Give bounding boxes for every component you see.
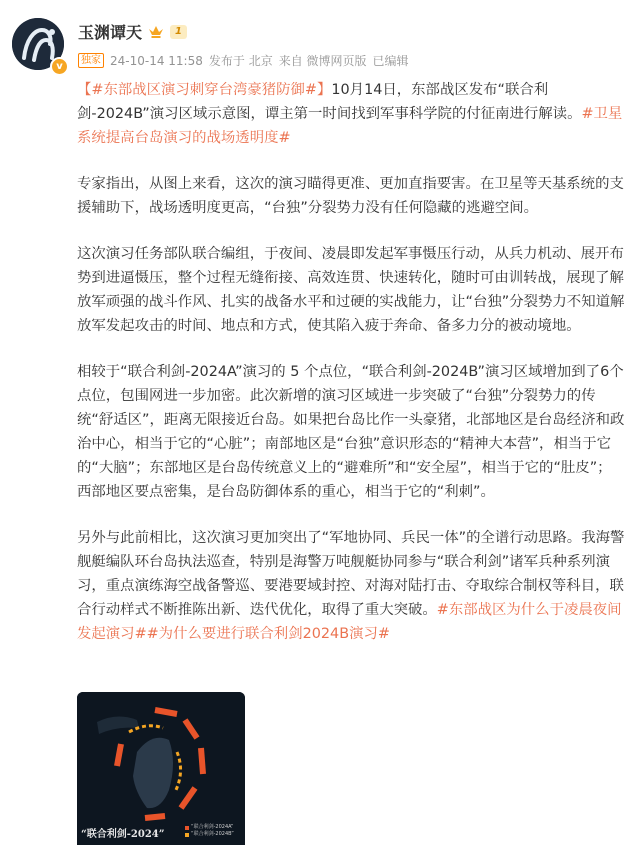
topic-link[interactable]: 【#东部战区演习刺穿台湾豪猪防御#】 — [77, 82, 332, 98]
legend-swatch — [185, 833, 189, 837]
crown-icon[interactable] — [148, 25, 164, 39]
paragraph-3: 这次演习任务部队联合编组，于夜间、凌晨即发起军事慑压行动，从兵力机动、展开布势到进逼慑压，整个过程无缝衔接、高效连贯、快速转化，随时可由训转战，展现了解放军顽强的战斗作风、扎实的战备水平和过硬的实战能力，让“台独”分裂势力不知道解放军发起攻击的时间、地点和方式，使其陷入疲于奔命、备多力分的被动境地。 — [77, 246, 625, 334]
level-number: 1 — [175, 25, 182, 37]
post-meta — [78, 52, 409, 69]
paragraph-2: 专家指出，从图上来看，这次的演习瞄得更准、更加直指要害。在卫星等天基系统的支援辅助下，战场透明度更高，“台独”分裂势力没有任何隐藏的逃避空间。 — [77, 176, 624, 216]
paragraph-text: 10月14日，东部战区发布“联合利剑-2024B”演习区域示意图，谭主第一时间找到军事科学院的付征南进行解读。 — [77, 82, 582, 122]
legend-swatch — [185, 826, 189, 830]
legend-label: “联合利剑-2024A” — [191, 824, 234, 830]
verified-badge: v — [50, 57, 69, 76]
author-name[interactable]: 玉渊谭天 — [78, 23, 143, 42]
topic-link[interactable]: #东部战区为什么于凌晨夜间发起演习# — [77, 602, 622, 642]
author-header — [78, 20, 187, 43]
topic-link[interactable]: #卫星系统提高台岛演习的战场透明度# — [77, 106, 623, 146]
post-datetime[interactable]: 24-10-14 11:58 — [110, 53, 203, 68]
post-image[interactable] — [77, 692, 245, 845]
topic-link[interactable]: #为什么要进行联合利剑2024B演习# — [146, 626, 390, 642]
paragraph-5 — [77, 526, 625, 646]
image-legend — [185, 824, 234, 838]
edited-label: 已编辑 — [372, 54, 409, 68]
exclusive-badge: 独家 — [78, 53, 104, 68]
level-badge[interactable] — [170, 25, 187, 39]
post-location: 发布于 北京 — [208, 54, 273, 68]
drill-map-graphic — [77, 692, 245, 845]
paragraph-4: 相较于“联合利剑-2024A”演习的 5 个点位，“联合利剑-2024B”演习区域增加到了6个点位，包围网进一步加密。此次新增的演习区域进一步突破了“台独”分裂势力的传统“舒适区”，距离无限接近台岛。如果把台岛比作一头豪猪，北部地区是台岛经济和政治中心，相当于它的“心脏”；南部地区是“台独”意识形态的“精神大本营”，相当于它的“大脑”；东部地区是台岛传统意义上的“避难所”和“安全屋”，相当于它的“肚皮”；西部地区要点密集，是台岛防御体系的重心，相当于它的“利刺”。 — [77, 364, 625, 500]
paragraph-1 — [77, 78, 625, 150]
image-caption: “联合利剑-2024” — [81, 829, 165, 840]
post-source: 来自 微博网页版 — [278, 54, 367, 68]
legend-label: “联合利剑-2024B” — [191, 831, 234, 837]
paragraph-text: 另外与此前相比，这次演习更加突出了“军地协同、兵民一体”的全谱行动思路。我海警舰艇编队环台岛执法巡查，特别是海警万吨舰艇协同参与“联合利剑”诸军兵种系列演习，重点演练海空战备警巡、要港要域封控、对海对陆打击、夺取综合制权等科目，联合行动样式不断推陈出新、迭代优化，取得了重大突破。 — [77, 530, 625, 618]
post-content — [77, 78, 625, 668]
